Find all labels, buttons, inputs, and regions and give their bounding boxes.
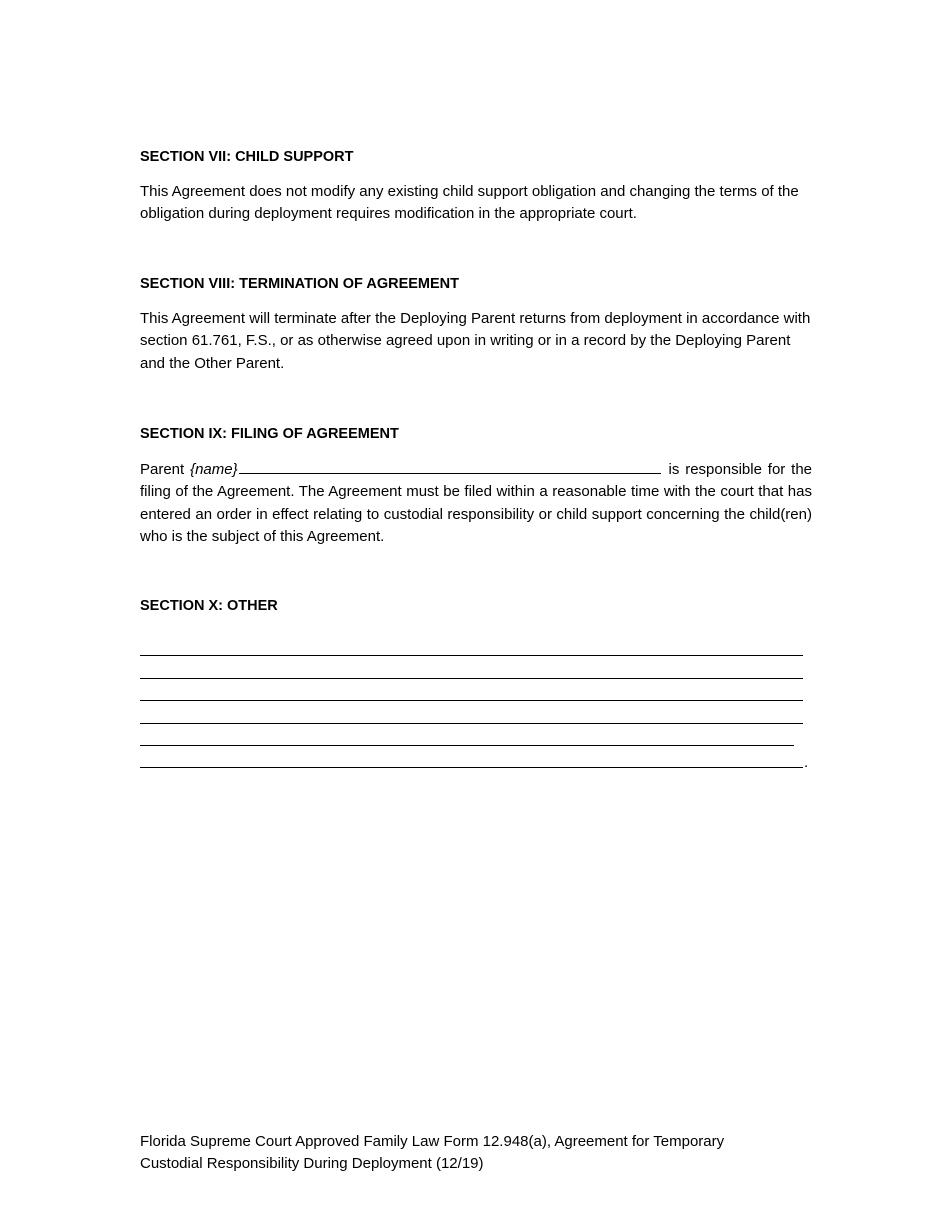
section-vii-heading: SECTION VII: CHILD SUPPORT (140, 149, 354, 165)
other-line[interactable] (140, 750, 812, 772)
section-vii-body: This Agreement does not modify any existing child support obligation and changing the terms of the obligation during deployment requires modification in the appropriate court. (140, 183, 799, 223)
footer-line-1: Florida Supreme Court Approved Family Law Form 12.948(a), Agreement for Temporary (140, 1133, 725, 1150)
other-line[interactable] (140, 683, 812, 705)
section-ix-text: is responsible for the filing of the Agreement. The Agreement must be filed within a reasonable time with the court that has entered an order in effect relating to custodial responsibility or child support concerning the child(ren) who is the subject of this Agreement. (140, 461, 813, 546)
section-ix-body (140, 458, 812, 549)
section-ix-heading: SECTION IX: FILING OF AGREEMENT (140, 426, 399, 442)
form-footer (140, 1131, 820, 1174)
section-x-heading: SECTION X: OTHER (140, 598, 278, 614)
name-placeholder: {name} (190, 461, 238, 478)
parent-label: Parent (140, 461, 185, 478)
footer-line-2: Custodial Responsibility During Deployment (12/19) (140, 1154, 484, 1172)
section-viii-heading: SECTION VIII: TERMINATION OF AGREEMENT (140, 276, 459, 292)
other-line[interactable] (140, 705, 812, 727)
other-line[interactable] (140, 638, 812, 660)
section-viii-body: This Agreement will terminate after the Deploying Parent returns from deployment in accordance with section 61.761, F.S., or as otherwise agreed upon in writing or in a record by the Deploying Parent and the Other Parent. (140, 310, 811, 372)
parent-name-blank[interactable] (239, 458, 661, 474)
other-line[interactable] (140, 728, 812, 750)
other-end-mark: . (804, 754, 809, 772)
other-lines (140, 638, 812, 772)
other-line[interactable] (140, 660, 812, 682)
